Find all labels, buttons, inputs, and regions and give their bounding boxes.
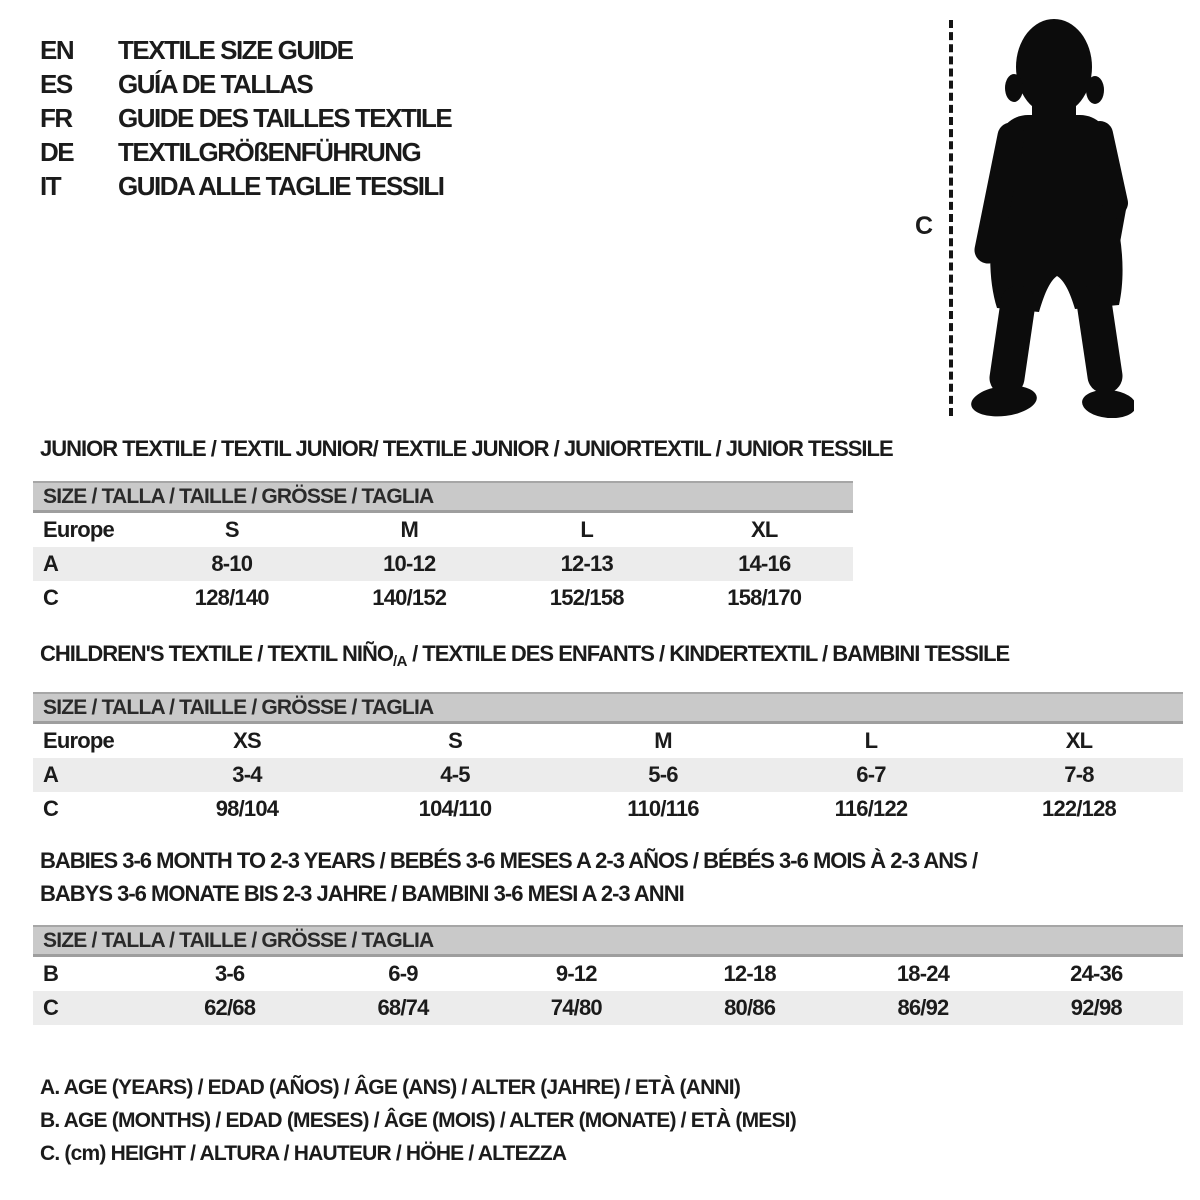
children-title-subscript: /A <box>392 653 407 670</box>
table-cell: XL <box>750 517 778 542</box>
children-title-part2: / TEXTILE DES ENFANTS / KINDERTEXTIL / BAMBINI TESSILE <box>406 641 1010 666</box>
row-label: Europe <box>43 517 114 542</box>
children-size-header-bar <box>33 692 1183 724</box>
lang-row-es <box>40 67 451 101</box>
babies-section-title-line1: BABIES 3-6 MONTH TO 2-3 YEARS / BEBÉS 3-6 MESES A 2-3 AÑOS / BÉBÉS 3-6 MOIS À 2-3 ANS / <box>40 848 978 873</box>
table-cell: 110/116 <box>627 796 699 821</box>
lang-code-en: EN <box>40 34 74 65</box>
table-row <box>33 513 853 547</box>
table-cell: 24-36 <box>1070 961 1123 986</box>
table-cell: 86/92 <box>897 995 949 1020</box>
table-cell: 9-12 <box>555 961 597 986</box>
legend-line-b: B. AGE (MONTHS) / EDAD (MESES) / ÂGE (MOIS) / ALTER (MONATE) / ETÀ (MESI) <box>40 1108 796 1132</box>
row-label: A <box>43 551 59 576</box>
junior-size-table <box>33 481 853 615</box>
junior-section-title: JUNIOR TEXTILE / TEXTIL JUNIOR/ TEXTILE JUNIOR / JUNIORTEXTIL / JUNIOR TESSILE <box>40 436 893 461</box>
table-row <box>33 547 853 581</box>
table-cell: 3-4 <box>232 762 262 787</box>
table-cell: 128/140 <box>194 585 269 610</box>
measure-c-label: C <box>915 212 933 240</box>
table-cell: 12-13 <box>560 551 613 576</box>
table-cell: 104/110 <box>418 796 492 821</box>
table-cell: S <box>224 517 239 542</box>
table-row <box>33 724 1183 758</box>
measurement-legend <box>40 1071 796 1170</box>
lang-title-fr: GUIDE DES TAILLES TEXTILE <box>118 102 452 133</box>
table-cell: 5-6 <box>648 762 678 787</box>
table-cell: 122/128 <box>1042 796 1116 821</box>
table-row <box>33 792 1183 826</box>
size-header-label: SIZE / TALLA / TAILLE / GRÖSSE / TAGLIA <box>43 484 434 508</box>
children-section-title <box>40 641 1010 670</box>
size-header-label: SIZE / TALLA / TAILLE / GRÖSSE / TAGLIA <box>43 695 434 719</box>
table-cell: 140/152 <box>372 585 447 610</box>
toddler-silhouette-icon <box>966 18 1134 418</box>
lang-code-it: IT <box>40 170 61 201</box>
children-title-part1: CHILDREN'S TEXTILE / TEXTIL NIÑO <box>40 641 393 666</box>
legend-line-c: C. (cm) HEIGHT / ALTURA / HAUTEUR / HÖHE / ALTEZZA <box>40 1141 567 1165</box>
lang-code-de: DE <box>40 136 74 167</box>
lang-title-it: GUIDA ALLE TAGLIE TESSILI <box>118 170 444 201</box>
row-label: Europe <box>43 728 114 753</box>
table-cell: L <box>864 728 878 753</box>
table-cell: 80/86 <box>724 995 776 1020</box>
lang-row-de <box>40 135 451 169</box>
babies-size-header-bar <box>33 925 1183 957</box>
table-cell: 92/98 <box>1070 995 1122 1020</box>
row-label: C <box>43 796 59 821</box>
table-cell: 7-8 <box>1064 762 1094 787</box>
row-label: A <box>43 762 59 787</box>
babies-size-table <box>33 925 1183 1025</box>
height-dashed-line <box>949 20 953 416</box>
table-row <box>33 581 853 615</box>
table-cell: S <box>448 728 462 753</box>
row-label: B <box>43 961 59 986</box>
children-size-table <box>33 692 1183 826</box>
language-title-list <box>40 33 451 203</box>
lang-code-fr: FR <box>40 102 72 133</box>
lang-title-en: TEXTILE SIZE GUIDE <box>118 34 353 65</box>
table-cell: 6-7 <box>856 762 886 787</box>
table-cell: XL <box>1065 728 1093 753</box>
row-label: C <box>43 995 59 1020</box>
table-cell: 62/68 <box>204 995 256 1020</box>
lang-code-es: ES <box>40 68 72 99</box>
table-cell: 4-5 <box>440 762 470 787</box>
table-cell: L <box>580 517 594 542</box>
height-measure-figure <box>905 0 1155 425</box>
lang-row-fr <box>40 101 451 135</box>
lang-title-de: TEXTILGRÖßENFÜHRUNG <box>118 136 421 167</box>
row-label: C <box>43 585 59 610</box>
table-cell: 3-6 <box>214 961 245 986</box>
table-cell: M <box>654 728 672 753</box>
table-row <box>33 957 1183 991</box>
table-cell: 68/74 <box>377 995 429 1020</box>
lang-row-en <box>40 33 451 67</box>
table-cell: 6-9 <box>388 961 418 986</box>
legend-line-a: A. AGE (YEARS) / EDAD (AÑOS) / ÂGE (ANS) / ALTER (JAHRE) / ETÀ (ANNI) <box>40 1075 741 1099</box>
table-cell: 158/170 <box>727 585 802 610</box>
table-cell: XS <box>233 728 261 753</box>
lang-title-es: GUÍA DE TALLAS <box>118 68 313 99</box>
table-cell: 74/80 <box>550 995 602 1020</box>
table-cell: 98/104 <box>215 796 279 821</box>
table-row <box>33 991 1183 1025</box>
table-cell: M <box>400 517 419 542</box>
table-cell: 10-12 <box>383 551 436 576</box>
table-cell: 14-16 <box>738 551 791 576</box>
table-row <box>33 758 1183 792</box>
junior-size-header-bar <box>33 481 853 513</box>
babies-section-title-line2: BABYS 3-6 MONATE BIS 2-3 JAHRE / BAMBINI 3-6 MESI A 2-3 ANNI <box>40 881 684 906</box>
table-cell: 12-18 <box>723 961 776 986</box>
table-cell: 116/122 <box>834 796 908 821</box>
lang-row-it <box>40 169 451 203</box>
table-cell: 152/158 <box>549 585 624 610</box>
size-header-label: SIZE / TALLA / TAILLE / GRÖSSE / TAGLIA <box>43 928 434 952</box>
table-cell: 18-24 <box>896 961 950 986</box>
table-cell: 8-10 <box>211 551 253 576</box>
